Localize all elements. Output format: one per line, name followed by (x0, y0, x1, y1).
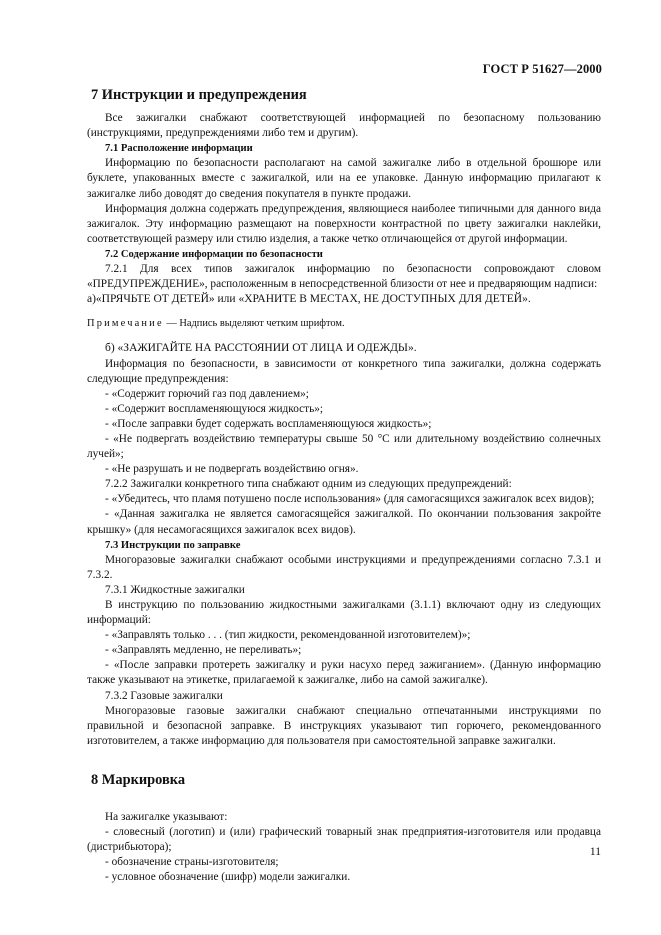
section-8-intro: На зажигалке указывают: (105, 811, 228, 824)
paragraph: В инструкцию по пользованию жидкостными зажигалками (3.1.1) включают одну из следующих информаций: (87, 599, 601, 627)
paragraph: Многоразовые газовые зажигалки снабжают специально отпечатанными инструкциями по правильной и безопасной заправке. В инструкциях указывают тип горючего, рекомендованного изготовителем, а также информацию для пользователя при самостоятельной заправке зажигалки. (87, 704, 601, 747)
paragraph: Многоразовые зажигалки снабжают особыми инструкциями и предупреждениями согласно 7.3.1 и 7.3.2. (87, 553, 601, 581)
list-item: - «Содержит воспламеняющуюся жидкость»; (105, 402, 324, 415)
page-number: 11 (589, 846, 601, 858)
subsection-7-1-heading: 7.1 Расположение информации (105, 143, 253, 155)
paragraph: Информацию по безопасности располагают на самой зажигалке либо в отдельной брошюре или буклете, упакованных вместе с зажигалкой, или на ее упаковке. Данную информацию прилагают к зажигалке либо доводят до сведения покупателя в пункте продажи. (87, 157, 601, 200)
page-content (87, 88, 601, 886)
paragraph: Информация должна содержать предупреждения, являющиеся наиболее типичными для данного вида зажигалок. Эту информацию размещают на поверхности контрастной по цвету зажигалки наклейки, соответствующей размеру или стилю изделия, а также четко отличающейся от другой информации. (87, 202, 601, 245)
note (87, 316, 601, 331)
warning-item-b: б) «ЗАЖИГАЙТЕ НА РАССТОЯНИИ ОТ ЛИЦА И ОДЕЖДЫ». (105, 342, 417, 355)
list-item: - «Убедитесь, что пламя потушено после использования» (для самогасящихся зажигалок всех видов); (105, 493, 595, 506)
list-item: - «Не разрушать и не подвергать воздействию огня». (105, 463, 359, 476)
list-item: - «После заправки протереть зажигалку и руки насухо перед зажиганием». (Данную информацию также указывают на этикетке, прилагаемой к зажигалке, либо на самой зажигалке). (87, 659, 601, 687)
list-item: - «Не подвергать воздействию температуры свыше 50 °С или длительному воздействию солнечных лучей»; (87, 432, 601, 461)
clause-7-2-1: 7.2.1 Для всех типов зажигалок информацию по безопасности сопровождают словом «ПРЕДУПРЕЖДЕНИЕ», расположенным в непосредственной близости от нее и предваряющим надписи: (87, 263, 601, 291)
list-item: - «Данная зажигалка не является самогасящейся зажигалкой. По окончании пользования закройте крышку» (для несамогасящихся зажигалок всех видов). (87, 508, 601, 536)
subsection-7-2-heading: 7.2 Содержание информации по безопасности (105, 248, 323, 260)
list-item: - условное обозначение (шифр) модели зажигалки. (105, 871, 351, 884)
clause-7-3-1: 7.3.1 Жидкостные зажигалки (105, 583, 245, 596)
list-item: - «Заправлять медленно, не переливать»; (105, 644, 302, 657)
note-label: Примечание (87, 318, 164, 330)
section-8-heading: 8 Маркировка (91, 771, 186, 788)
section-8-body (87, 810, 601, 885)
section-7-body (87, 111, 601, 749)
document-code: ГОСТ Р 51627—2000 (482, 62, 602, 76)
section-7-heading: 7 Инструкции и предупреждения (91, 87, 307, 103)
list-item: - обозначение страны-изготовителя; (105, 856, 279, 869)
paragraph: Информация по безопасности, в зависимости от конкретного типа зажигалки, должна содержать следующие предупреждения: (87, 357, 601, 385)
section-7-intro: Все зажигалки снабжают соответствующей информацией по безопасному пользованию (инструкциями, предупреждениями либо тем и другим). (87, 112, 601, 140)
list-item: - «После заправки будет содержать воспламеняющуюся жидкость»; (105, 417, 432, 430)
list-item: - «Заправлять только . . . (тип жидкости, рекомендованной изготовителем)»; (105, 629, 471, 642)
clause-7-2-2: 7.2.2 Зажигалки конкретного типа снабжают одним из следующих предупреждений: (105, 478, 512, 491)
list-item: - «Содержит горючий газ под давлением»; (105, 387, 309, 400)
warning-item-a: а)«ПРЯЧЬТЕ ОТ ДЕТЕЙ» или «ХРАНИТЕ В МЕСТАХ, НЕ ДОСТУПНЫХ ДЛЯ ДЕТЕЙ». (87, 293, 531, 306)
note-text: — Надпись выделяют четким шрифтом. (163, 318, 345, 330)
clause-7-3-2: 7.3.2 Газовые зажигалки (105, 689, 223, 702)
list-item: - словесный (логотип) и (или) графический товарный знак предприятия-изготовителя или продавца (дистрибьютора); (87, 826, 601, 854)
subsection-7-3-heading: 7.3 Инструкции по заправке (105, 539, 241, 551)
